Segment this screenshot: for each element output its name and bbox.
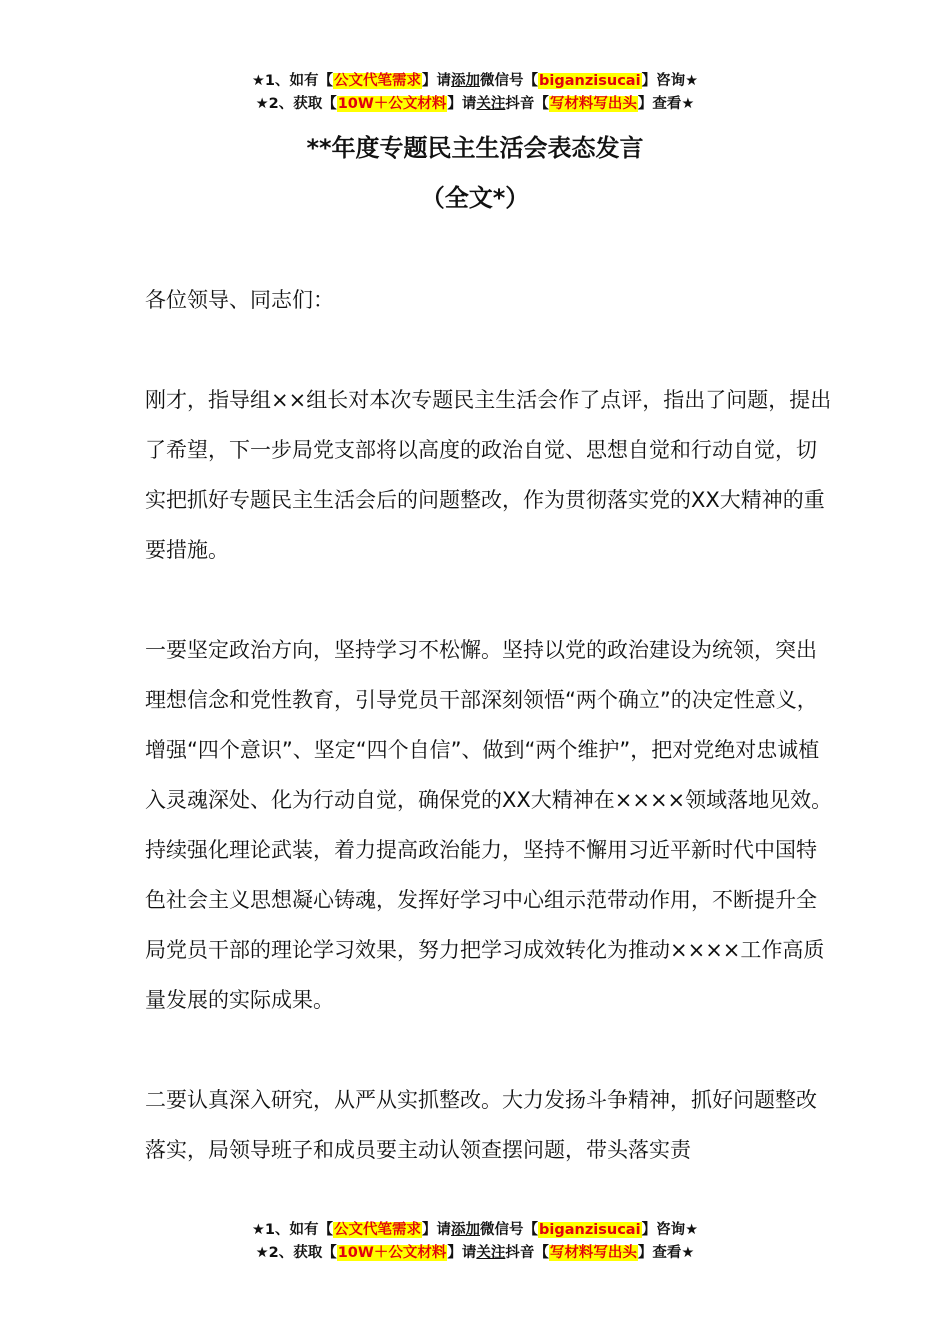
banner-highlight: 写材料写出头 bbox=[549, 96, 637, 112]
document-title: **年度专题民主生活会表态发言 bbox=[306, 134, 644, 162]
greeting: 各位领导、同志们： bbox=[145, 288, 334, 312]
banner-highlight: 公文代笔需求 bbox=[334, 73, 422, 89]
banner-highlight: 写材料写出头 bbox=[549, 1245, 637, 1261]
banner-line-2: ★2、获取【10W＋公文材料】请关注抖音【写材料写出头】查看★ bbox=[255, 96, 695, 112]
header-banner bbox=[0, 70, 950, 116]
banner-highlight: 公文代笔需求 bbox=[334, 1222, 422, 1238]
footer-banner bbox=[0, 1219, 950, 1265]
banner-highlight: 10W＋公文材料 bbox=[337, 96, 447, 112]
banner-highlight: 10W＋公文材料 bbox=[337, 1245, 447, 1261]
banner-highlight: biganzisucai bbox=[539, 1222, 641, 1238]
banner-line-1: ★1、如有【公文代笔需求】请添加微信号【biganzisucai】咨询★ bbox=[251, 1222, 699, 1238]
banner-line-1: ★1、如有【公文代笔需求】请添加微信号【biganzisucai】咨询★ bbox=[251, 73, 699, 89]
banner-line-2: ★2、获取【10W＋公文材料】请关注抖音【写材料写出头】查看★ bbox=[255, 1245, 695, 1261]
paragraph: 二要认真深入研究，从严从实抓整改。大力发扬斗争精神，抓好问题整改落实，局领导班子和成员要主动认领查摆问题，带头落实责 bbox=[145, 1088, 817, 1162]
document-subtitle: （全文*） bbox=[420, 184, 530, 212]
paragraph: 一要坚定政治方向，坚持学习不松懈。坚持以党的政治建设为统领，突出理想信念和党性教育，引导党员干部深刻领悟“两个确立”的决定性意义，增强“四个意识”、坚定“四个自信”、做到“两个维护”，把对党绝对忠诚植入灵魂深处、化为行动自觉，确保党的XX大精神在××××领域落地见效。持续强化理论武装，着力提高政治能力，坚持不懈用习近平新时代中国特色社会主义思想凝心铸魂，发挥好学习中心组示范带动作用，不断提升全局党员干部的理论学习效果，努力把学习成效转化为推动××××工作高质量发展的实际成果。 bbox=[145, 638, 833, 1012]
banner-highlight: biganzisucai bbox=[539, 73, 641, 89]
document-body bbox=[145, 275, 835, 1225]
paragraph: 刚才，指导组××组长对本次专题民主生活会作了点评，指出了问题，提出了希望，下一步局党支部将以高度的政治自觉、思想自觉和行动自觉，切实把抓好专题民主生活会后的问题整改，作为贯彻落实党的XX大精神的重要措施。 bbox=[145, 388, 832, 562]
